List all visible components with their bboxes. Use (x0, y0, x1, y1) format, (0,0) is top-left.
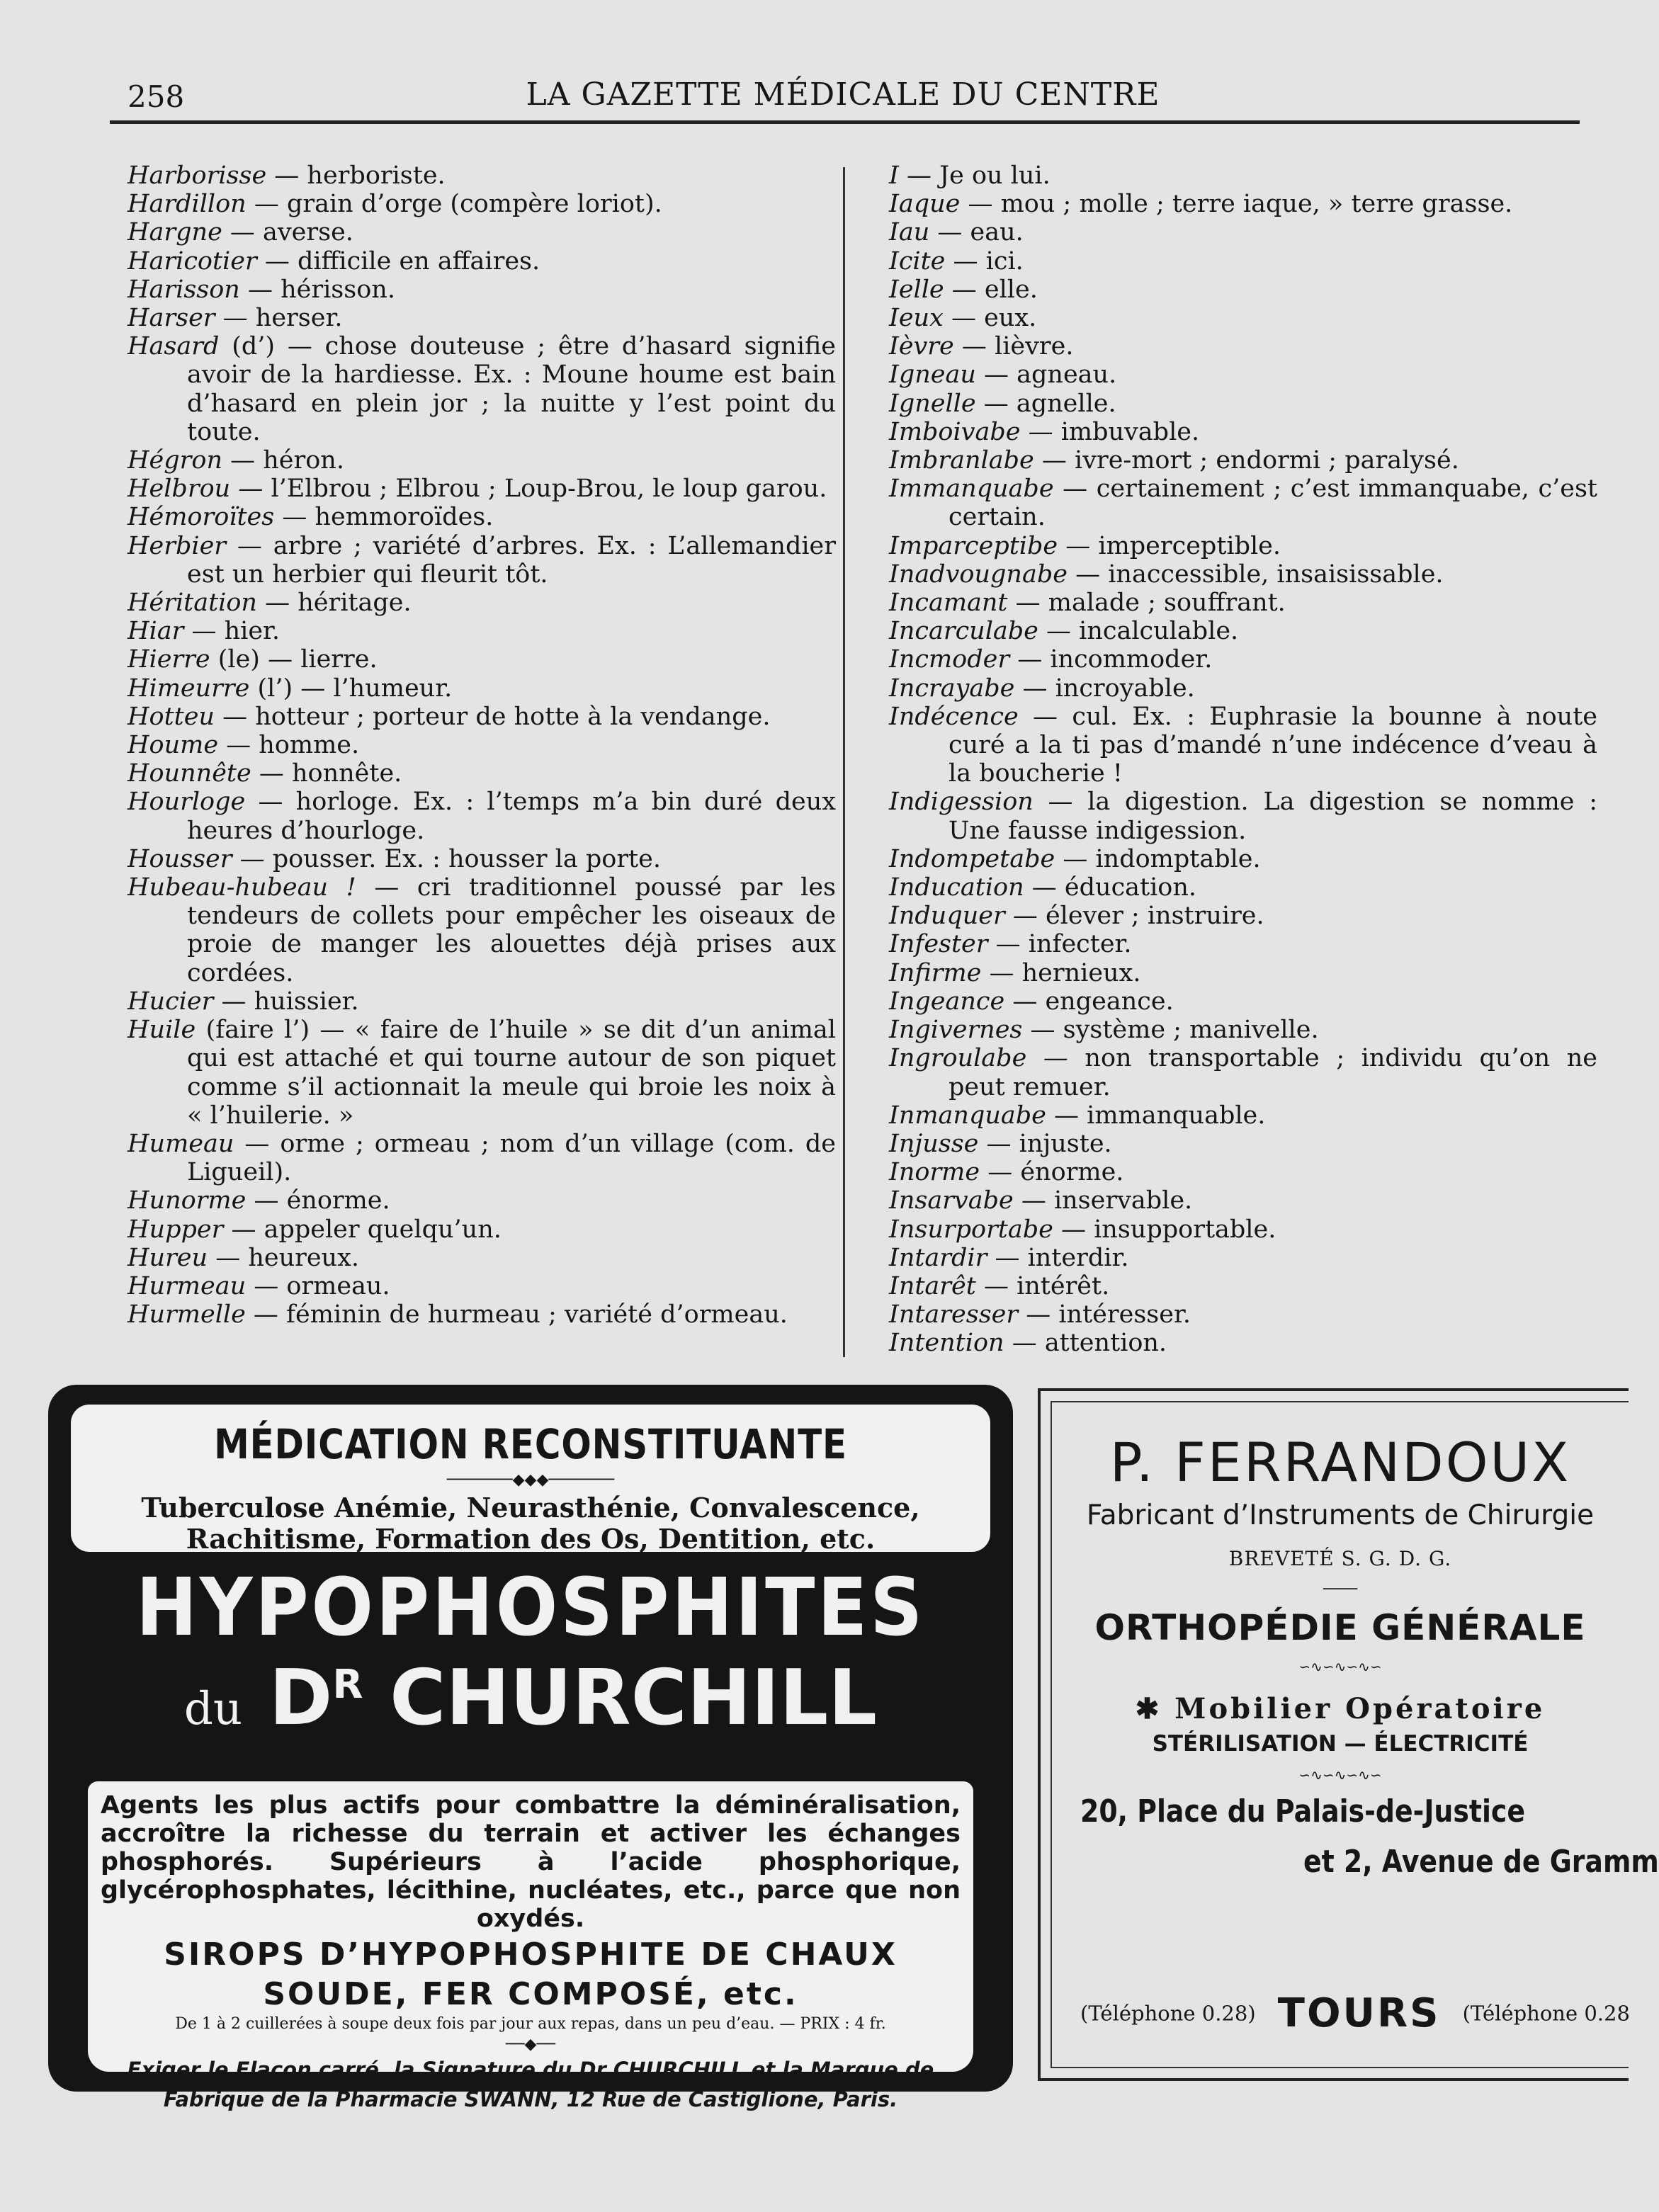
glossary-definition: — énorme. (980, 1158, 1124, 1187)
glossary-headword: Indigession (889, 788, 1034, 817)
ad-agents-text: Agents les plus actifs pour combattre la déminéralisation, accroître la richesse du terrain et activer les échanges phosphorés. Supérieurs à l’acide phosphorique, glycérophosphates, lécithine, nucléates, etc., parce que non oxydés. (101, 1791, 961, 1933)
glossary-headword: Imparceptibe (889, 531, 1058, 560)
glossary-headword: Hurmeau (128, 1271, 247, 1300)
ornament-flourish: ∽∿∽∿∽∿∽ (1298, 1658, 1382, 1675)
glossary-entry (889, 276, 1597, 304)
glossary-definition: — hemmoroïdes. (274, 503, 494, 532)
glossary-entry (889, 1272, 1597, 1300)
journal-title: LA GAZETTE MÉDICALE DU CENTRE (526, 76, 1160, 113)
glossary-definition: — herser. (215, 304, 343, 333)
glossary-headword: Ingeance (889, 987, 1005, 1016)
glossary-definition: — difficile en affaires. (256, 246, 540, 276)
glossary-definition: — système ; manivelle. (1022, 1016, 1319, 1045)
glossary-definition: (d’) — chose douteuse ; être d’hasard signifie avoir de la hardiesse. Ex. : Moune houme est bain d’hasard en plein jor ; la nuitte y l’est point du toute. (187, 332, 836, 446)
glossary-headword: Inadvougnabe (889, 560, 1068, 589)
glossary-entry (889, 190, 1597, 218)
ad-product-name: HYPOPHOSPHITES (135, 1562, 926, 1654)
ad-telephone-left: (Téléphone 0.28) (1080, 2001, 1256, 2026)
glossary-definition: — infecter. (987, 930, 1132, 959)
glossary-definition: — non transportable ; individu qu’on ne peut remuer. (949, 1044, 1597, 1101)
glossary-entry (128, 589, 836, 617)
glossary-entry (128, 218, 836, 246)
glossary-entry (889, 1158, 1597, 1186)
glossary-headword: Incamant (889, 589, 1008, 618)
glossary-entry (889, 1186, 1597, 1215)
ad-sirops-line-2: SOUDE, FER COMPOSÉ, etc. (263, 1976, 798, 2012)
glossary-headword: Intarêt (889, 1271, 976, 1300)
glossary-definition: — héritage. (256, 589, 412, 618)
glossary-definition: — heureux. (208, 1243, 359, 1272)
glossary-definition: — interdir. (987, 1243, 1129, 1272)
glossary-headword: Insarvabe (889, 1186, 1014, 1215)
glossary-headword: Incmoder (889, 645, 1010, 674)
glossary-entry (889, 532, 1597, 560)
glossary-headword: Ingroulabe (889, 1044, 1027, 1073)
glossary-definition: — incalculable. (1038, 617, 1239, 646)
glossary-definition: — huissier. (213, 987, 359, 1016)
glossary-definition: — elle. (944, 275, 1038, 304)
ad-telephone-row (1080, 1990, 1629, 2036)
glossary-definition: — appeler quelqu’un. (223, 1215, 502, 1244)
glossary-headword: Induquer (889, 902, 1005, 931)
glossary-entry (128, 276, 836, 304)
glossary-definition: — intéresser. (1018, 1300, 1191, 1329)
glossary-entry (128, 1300, 836, 1329)
glossary-headword: Immanquabe (889, 475, 1054, 504)
glossary-headword: Hasard (128, 332, 220, 361)
glossary-headword: Humeau (128, 1129, 234, 1158)
glossary-definition: — engeance. (1004, 987, 1174, 1016)
glossary-headword: Infester (889, 930, 988, 959)
glossary-headword: Indécence (889, 702, 1019, 731)
glossary-definition: — insupportable. (1053, 1215, 1276, 1244)
glossary-entry (128, 845, 836, 873)
glossary-definition: — certainement ; c’est immanquabe, c’est certain. (949, 475, 1597, 532)
glossary-entry (889, 304, 1597, 332)
ornament-rule: ──── (1323, 1580, 1358, 1597)
glossary-headword: Hémoroïtes (128, 503, 275, 532)
glossary-entry (128, 873, 836, 987)
glossary-entry (889, 930, 1597, 958)
glossary-headword: Housser (128, 844, 232, 873)
glossary-headword: Iaque (889, 190, 961, 219)
glossary-headword: Imboivabe (889, 417, 1021, 446)
glossary-entry (128, 1186, 836, 1215)
glossary-definition: — hotteur ; porteur de hotte à la vendange. (214, 702, 771, 731)
ad-city: TOURS (1277, 1990, 1441, 2036)
glossary-entry (889, 475, 1597, 531)
glossary-entry (889, 1044, 1597, 1101)
glossary-entry (889, 247, 1597, 276)
column-divider (843, 167, 845, 1357)
glossary-definition: — herboriste. (266, 161, 446, 190)
glossary-definition: — hérisson. (239, 275, 395, 304)
glossary-entry (128, 987, 836, 1016)
ad-headline: MÉDICATION RECONSTITUANTE (214, 1420, 847, 1468)
glossary-entry (889, 902, 1597, 930)
glossary-headword: Ielle (889, 275, 944, 304)
glossary-headword: Hounnête (128, 759, 251, 788)
glossary-entry (889, 418, 1597, 446)
glossary-headword: Hiar (128, 617, 184, 646)
glossary-headword: Hubeau-hubeau ! (128, 873, 356, 902)
glossary-definition: (l’) — l’humeur. (249, 674, 453, 703)
glossary-column-left (128, 161, 836, 1329)
glossary-headword: Icite (889, 246, 946, 276)
glossary-entry (128, 759, 836, 788)
glossary-column-right (889, 161, 1597, 1358)
glossary-headword: Infirme (889, 958, 982, 987)
header-rule (110, 120, 1580, 124)
glossary-definition: — eau. (929, 218, 1024, 247)
glossary-definition: — cul. Ex. : Euphrasie la bounne à noute curé a la ti pas d’mandé n’une indécence d’veau à la boucherie ! (949, 702, 1597, 788)
glossary-definition: — orme ; ormeau ; nom d’un village (com. de Ligueil). (187, 1129, 836, 1187)
glossary-entry (889, 589, 1597, 617)
glossary-headword: Iau (889, 218, 930, 247)
glossary-definition: — incommoder. (1009, 645, 1213, 674)
glossary-headword: Hucier (128, 987, 214, 1016)
ad-churchill: CHURCHILL (390, 1654, 878, 1742)
glossary-definition: — l’Elbrou ; Elbrou ; Loup-Brou, le loup garou. (230, 475, 827, 504)
glossary-definition: — averse. (222, 218, 353, 247)
glossary-entry (128, 1215, 836, 1244)
ad-diseases-line-2: Rachitisme, Formation des Os, Dentition, etc. (186, 1523, 876, 1555)
ad-address-line-2: et 2, Avenue de Gramm (1303, 1844, 1659, 1880)
glossary-entry (128, 304, 836, 332)
glossary-definition: — éducation. (1024, 873, 1197, 902)
glossary-headword: Hotteu (128, 702, 215, 731)
ad-doctor-name (48, 1654, 1013, 1742)
glossary-headword: Hunorme (128, 1186, 247, 1215)
glossary-definition: — honnête. (251, 759, 402, 788)
glossary-headword: Incarculabe (889, 617, 1038, 646)
ornament-rule-small: ──◆── (506, 2036, 555, 2053)
glossary-headword: Harser (128, 304, 215, 333)
glossary-definition: — incroyable. (1014, 674, 1195, 703)
glossary-definition: — indomptable. (1055, 844, 1261, 873)
glossary-definition: — homme. (218, 731, 360, 760)
glossary-entry (889, 703, 1597, 788)
ad-du: du (183, 1683, 243, 1735)
glossary-definition: — la digestion. La digestion se nomme : Une fausse indigession. (949, 788, 1597, 845)
glossary-entry (889, 1215, 1597, 1244)
glossary-headword: Houme (128, 731, 219, 760)
glossary-headword: Ingivernes (889, 1016, 1023, 1045)
glossary-definition: — pousser. Ex. : housser la porte. (232, 844, 661, 873)
ornament-rule: ───────◆◆◆─────── (446, 1471, 615, 1489)
ad-dr: D (268, 1654, 333, 1742)
glossary-definition: — ici. (945, 246, 1024, 276)
glossary-entry (889, 1016, 1597, 1044)
ad-bottom-panel (88, 1781, 973, 2111)
glossary-headword: I (889, 161, 899, 190)
glossary-entry (128, 788, 836, 844)
glossary-entry (128, 1130, 836, 1186)
glossary-headword: Hupper (128, 1215, 224, 1244)
glossary-definition: — mou ; molle ; terre iaque, » terre grasse. (960, 190, 1513, 219)
glossary-headword: Hargne (128, 218, 222, 247)
ad-address-line-1: 20, Place du Palais-de-Justice (1080, 1793, 1526, 1830)
glossary-headword: Injusse (889, 1129, 979, 1158)
glossary-entry (889, 218, 1597, 246)
glossary-entry (128, 674, 836, 703)
glossary-entry (889, 845, 1597, 873)
advertisement-hypophosphites (48, 1385, 1013, 2111)
glossary-definition: — imbuvable. (1020, 417, 1200, 446)
glossary-definition: — injuste. (978, 1129, 1112, 1158)
glossary-definition: — Je ou lui. (898, 161, 1051, 190)
glossary-entry (889, 161, 1597, 190)
glossary-entry (128, 503, 836, 531)
ad-exiger-line-1: Exiger le Flacon carré, la Signature du Dr CHURCHILL et la Marque de (127, 2058, 934, 2082)
glossary-headword: Hureu (128, 1243, 208, 1272)
glossary-headword: Inducation (889, 873, 1024, 902)
glossary-definition: — héron. (222, 446, 344, 475)
glossary-entry (128, 645, 836, 674)
glossary-entry (128, 703, 836, 731)
glossary-entry (889, 959, 1597, 987)
glossary-definition: — ormeau. (246, 1271, 390, 1300)
glossary-headword: Inmanquabe (889, 1101, 1046, 1130)
glossary-headword: Hardillon (128, 190, 247, 219)
glossary-entry (128, 731, 836, 759)
glossary-headword: Inorme (889, 1158, 980, 1187)
glossary-headword: Ignelle (889, 389, 976, 418)
glossary-entry (889, 1244, 1597, 1272)
ad-mobilier-text: Mobilier Opératoire (1174, 1692, 1546, 1725)
ad-sterilisation: STÉRILISATION — ÉLECTRICITÉ (1152, 1731, 1529, 1757)
glossary-entry (889, 788, 1597, 844)
glossary-definition: — élever ; instruire. (1004, 902, 1264, 931)
glossary-headword: Haricotier (128, 246, 257, 276)
glossary-headword: Insurportabe (889, 1215, 1053, 1244)
ad-inner-frame (1051, 1401, 1659, 2068)
glossary-definition: — eux. (943, 304, 1037, 333)
glossary-entry (128, 1016, 836, 1130)
glossary-headword: Igneau (889, 361, 976, 390)
ornament-flourish-2: ∽∿∽∿∽∿∽ (1298, 1766, 1382, 1783)
glossary-entry (128, 190, 836, 218)
page-header (106, 71, 1580, 120)
glossary-definition: — grain d’orge (compère loriot). (246, 190, 662, 219)
glossary-headword: Imbranlabe (889, 446, 1034, 475)
glossary-entry (889, 617, 1597, 645)
ad-dosage: De 1 à 2 cuillerées à soupe deux fois par jour aux repas, dans un peu d’eau. — PRIX : 4 fr. (175, 2015, 886, 2033)
glossary-entry (128, 1272, 836, 1300)
glossary-entry (889, 560, 1597, 589)
ad-mobilier: ✱ Mobilier Opératoire (1135, 1692, 1546, 1725)
glossary-headword: Herbier (128, 531, 227, 560)
ad-brevete: BREVETÉ S. G. D. G. (1228, 1547, 1452, 1570)
glossary-headword: Intardir (889, 1243, 987, 1272)
ad-orthopedie: ORTHOPÉDIE GÉNÉRALE (1094, 1607, 1586, 1648)
glossary-definition: — attention. (1004, 1329, 1167, 1358)
glossary-entry (889, 1300, 1597, 1329)
glossary-entry (128, 247, 836, 276)
glossary-definition: — inaccessible, insaisissable. (1067, 560, 1444, 589)
glossary-definition: — énorme. (246, 1186, 390, 1215)
glossary-definition: — malade ; souffrant. (1007, 589, 1286, 618)
ad-diseases-line-1: Tuberculose Anémie, Neurasthénie, Convalescence, (141, 1492, 920, 1524)
glossary-definition: — ivre-mort ; endormi ; paralysé. (1034, 446, 1459, 475)
glossary-entry (128, 161, 836, 190)
ad-sirops-line-1: SIROPS D’HYPOPHOSPHITE DE CHAUX (164, 1936, 898, 1973)
ad-maker-trade: Fabricant d’Instruments de Chirurgie (1086, 1499, 1595, 1531)
glossary-headword: Hégron (128, 446, 222, 475)
glossary-entry (889, 1329, 1597, 1357)
glossary-definition: — horloge. Ex. : l’temps m’a bin duré deux heures d’hourloge. (187, 788, 836, 845)
glossary-definition: — hernieux. (981, 958, 1141, 987)
page-number: 258 (128, 79, 185, 114)
glossary-definition: — agneau. (975, 361, 1117, 390)
glossary-entry (889, 1101, 1597, 1130)
glossary-definition: — féminin de hurmeau ; variété d’ormeau. (245, 1300, 788, 1329)
glossary-entry (889, 361, 1597, 389)
glossary-entry (128, 532, 836, 589)
ad-telephone-right: (Téléphone 0.28 (1462, 2001, 1630, 2026)
glossary-headword: Huile (128, 1016, 196, 1045)
glossary-entry (889, 1130, 1597, 1158)
glossary-headword: Hourloge (128, 788, 246, 817)
glossary-headword: Indompetabe (889, 844, 1055, 873)
glossary-definition: — lièvre. (953, 332, 1074, 361)
glossary-entry (889, 332, 1597, 361)
advertisement-ferrandoux (1038, 1388, 1659, 2081)
glossary-headword: Helbrou (128, 475, 231, 504)
glossary-headword: Harisson (128, 275, 240, 304)
glossary-headword: Harborisse (128, 161, 267, 190)
glossary-entry (889, 987, 1597, 1016)
glossary-entry (889, 674, 1597, 703)
glossary-definition: (le) — lierre. (210, 645, 378, 674)
glossary-entry (889, 873, 1597, 902)
glossary-headword: Hierre (128, 645, 210, 674)
glossary-headword: Héritation (128, 589, 257, 618)
glossary-entry (128, 617, 836, 645)
glossary-definition: — arbre ; variété d’arbres. Ex. : L’allemandier est un herbier qui fleurit tôt. (187, 531, 836, 589)
ad-dr-sup: R (332, 1662, 363, 1708)
glossary-definition: — inservable. (1013, 1186, 1193, 1215)
glossary-definition: — cri traditionnel poussé par les tendeurs de collets pour empêcher les oiseaux de proie de manger les alouettes déjà prises aux cordées. (187, 873, 836, 987)
ad-exiger-line-2: Fabrique de la Pharmacie SWANN, 12 Rue de Castiglione, Paris. (163, 2087, 898, 2111)
glossary-headword: Incrayabe (889, 674, 1015, 703)
glossary-definition: — immanquable. (1046, 1101, 1266, 1130)
glossary-entry (128, 446, 836, 475)
glossary-entry (889, 645, 1597, 674)
glossary-entry (889, 446, 1597, 475)
glossary-definition: — agnelle. (975, 389, 1116, 418)
glossary-definition: — hier. (183, 617, 281, 646)
glossary-headword: Himeurre (128, 674, 250, 703)
glossary-headword: Hurmelle (128, 1300, 246, 1329)
glossary-headword: Intention (889, 1329, 1004, 1358)
glossary-definition: — intérêt. (975, 1271, 1110, 1300)
glossary-definition: — imperceptible. (1058, 531, 1281, 560)
glossary-definition: (faire l’) — « faire de l’huile » se dit d’un animal qui est attaché et qui tourne autour de son piquet comme s’il actionnait la meule qui broie les noix à « l’huilerie. » (187, 1016, 836, 1130)
glossary-entry (128, 1244, 836, 1272)
glossary-entry (128, 332, 836, 446)
glossary-headword: Intaresser (889, 1300, 1019, 1329)
glossary-headword: Ièvre (889, 332, 954, 361)
ad-top-panel (71, 1405, 990, 1555)
glossary-headword: Ieux (889, 304, 944, 333)
ad-maker-name: P. FERRANDOUX (1109, 1431, 1571, 1494)
glossary-entry (889, 390, 1597, 418)
glossary-entry (128, 475, 836, 503)
